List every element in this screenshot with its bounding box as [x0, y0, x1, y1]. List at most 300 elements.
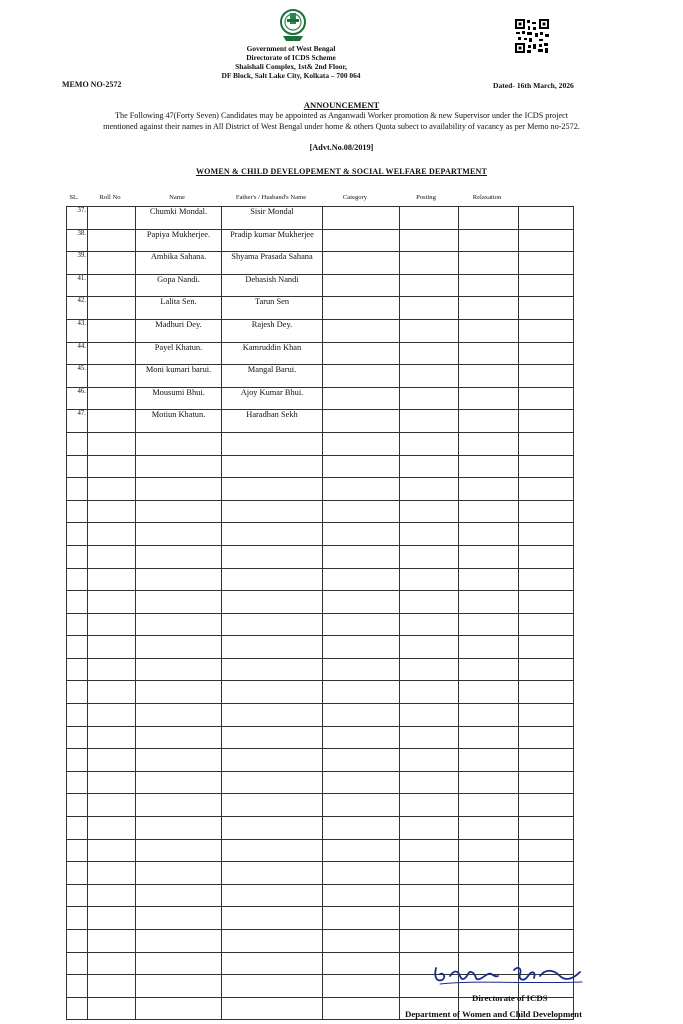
cell-category	[323, 568, 400, 591]
cell-posting	[400, 455, 459, 478]
cell-relaxation	[459, 704, 519, 727]
cell-father-name: Debasish Nandi	[222, 274, 323, 297]
cell-extra	[519, 207, 574, 230]
cell-category	[323, 207, 400, 230]
cell-sl	[67, 997, 88, 1020]
signatory-title: Directorate of ICDS	[472, 993, 548, 1003]
announcement-body	[8, 111, 675, 132]
cell-roll-no	[88, 545, 136, 568]
table-row	[67, 568, 574, 591]
cell-sl: 42.	[67, 297, 88, 320]
cell-posting	[400, 207, 459, 230]
announcement-line-1: The Following 47(Forty Seven) Candidates may be appointed as Anganwadi Worker promotion & new Supervisor under the ICDS project	[114, 111, 569, 120]
cell-sl: 45.	[67, 365, 88, 388]
cell-posting	[400, 500, 459, 523]
table-row	[67, 884, 574, 907]
table-row	[67, 794, 574, 817]
cell-name	[136, 568, 222, 591]
cell-father-name	[222, 771, 323, 794]
cell-sl	[67, 907, 88, 930]
cell-sl	[67, 636, 88, 659]
cell-father-name: Tarun Sen	[222, 297, 323, 320]
cell-category	[323, 591, 400, 614]
cell-father-name	[222, 862, 323, 885]
directorate-name: Directorate of ICDS Scheme	[246, 53, 336, 62]
cell-category	[323, 907, 400, 930]
cell-father-name: Pradip kumar Mukherjee	[222, 229, 323, 252]
cell-sl	[67, 568, 88, 591]
cell-roll-no	[88, 794, 136, 817]
cell-roll-no	[88, 568, 136, 591]
cell-posting	[400, 817, 459, 840]
cell-relaxation	[459, 591, 519, 614]
cell-category	[323, 952, 400, 975]
table-row	[67, 681, 574, 704]
cell-extra	[519, 794, 574, 817]
cell-category	[323, 704, 400, 727]
cell-extra	[519, 455, 574, 478]
cell-name	[136, 930, 222, 953]
column-header-posting: Posting	[416, 194, 436, 201]
cell-relaxation	[459, 545, 519, 568]
cell-extra	[519, 704, 574, 727]
cell-sl: 46.	[67, 387, 88, 410]
letterhead	[160, 44, 422, 80]
cell-name: Moni kumari barui.	[136, 365, 222, 388]
cell-roll-no	[88, 207, 136, 230]
cell-sl	[67, 817, 88, 840]
cell-extra	[519, 523, 574, 546]
table-row	[67, 410, 574, 433]
cell-name: Gopa Nandi.	[136, 274, 222, 297]
cell-father-name: Sisir Mondal	[222, 207, 323, 230]
cell-roll-no	[88, 704, 136, 727]
cell-father-name	[222, 817, 323, 840]
column-header-relaxation: Relaxation	[472, 194, 502, 201]
cell-roll-no	[88, 591, 136, 614]
cell-roll-no	[88, 252, 136, 275]
cell-category	[323, 342, 400, 365]
cell-relaxation	[459, 930, 519, 953]
government-emblem-icon	[278, 8, 308, 42]
cell-extra	[519, 365, 574, 388]
table-row	[67, 297, 574, 320]
department-title: WOMEN & CHILD DEVELOPEMENT & SOCIAL WELFARE DEPARTMENT	[195, 167, 488, 176]
cell-posting	[400, 726, 459, 749]
cell-roll-no	[88, 342, 136, 365]
cell-category	[323, 319, 400, 342]
cell-name	[136, 997, 222, 1020]
cell-category	[323, 794, 400, 817]
cell-category	[323, 658, 400, 681]
cell-father-name	[222, 997, 323, 1020]
announcement-line-2: mentioned against their names in All District of West Bengal under home & others Quota subect to availability of vacancy as per Memo no-2572.	[103, 121, 580, 131]
cell-relaxation	[459, 432, 519, 455]
cell-extra	[519, 817, 574, 840]
cell-roll-no	[88, 319, 136, 342]
table-row	[67, 726, 574, 749]
cell-relaxation	[459, 523, 519, 546]
government-name: Government of West Bengal	[246, 44, 336, 53]
cell-posting	[400, 636, 459, 659]
cell-posting	[400, 545, 459, 568]
cell-roll-no	[88, 771, 136, 794]
cell-sl: 37.	[67, 207, 88, 230]
table-row	[67, 613, 574, 636]
cell-extra	[519, 636, 574, 659]
cell-posting	[400, 613, 459, 636]
cell-sl	[67, 455, 88, 478]
cell-father-name	[222, 523, 323, 546]
cell-posting	[400, 884, 459, 907]
cell-sl	[67, 975, 88, 998]
cell-father-name	[222, 884, 323, 907]
cell-posting	[400, 523, 459, 546]
cell-name	[136, 591, 222, 614]
cell-name	[136, 636, 222, 659]
cell-posting	[400, 794, 459, 817]
cell-sl	[67, 726, 88, 749]
cell-name	[136, 704, 222, 727]
cell-category	[323, 500, 400, 523]
cell-father-name: Rajesh Dey.	[222, 319, 323, 342]
cell-name	[136, 839, 222, 862]
cell-extra	[519, 274, 574, 297]
cell-category	[323, 432, 400, 455]
signature	[432, 962, 592, 992]
cell-category	[323, 975, 400, 998]
cell-extra	[519, 478, 574, 501]
cell-father-name	[222, 930, 323, 953]
cell-category	[323, 771, 400, 794]
cell-relaxation	[459, 749, 519, 772]
cell-name	[136, 658, 222, 681]
cell-posting	[400, 568, 459, 591]
table-row	[67, 252, 574, 275]
cell-father-name	[222, 794, 323, 817]
cell-father-name: Shyama Prasada Sahana	[222, 252, 323, 275]
cell-extra	[519, 862, 574, 885]
cell-name	[136, 681, 222, 704]
cell-roll-no	[88, 613, 136, 636]
table-row	[67, 704, 574, 727]
cell-category	[323, 930, 400, 953]
cell-relaxation	[459, 410, 519, 433]
cell-roll-no	[88, 930, 136, 953]
cell-relaxation	[459, 455, 519, 478]
cell-father-name	[222, 478, 323, 501]
address-line-1: Shaishali Complex, 1st& 2nd Floor,	[235, 62, 347, 71]
cell-roll-no	[88, 297, 136, 320]
memo-number: MEMO NO-2572	[62, 80, 122, 89]
cell-name	[136, 523, 222, 546]
cell-roll-no	[88, 523, 136, 546]
cell-father-name	[222, 432, 323, 455]
cell-sl	[67, 794, 88, 817]
cell-extra	[519, 591, 574, 614]
cell-relaxation	[459, 771, 519, 794]
cell-father-name	[222, 455, 323, 478]
cell-category	[323, 681, 400, 704]
cell-name	[136, 884, 222, 907]
cell-extra	[519, 297, 574, 320]
cell-relaxation	[459, 681, 519, 704]
cell-extra	[519, 771, 574, 794]
table-row	[67, 636, 574, 659]
cell-roll-no	[88, 681, 136, 704]
cell-category	[323, 410, 400, 433]
table-row	[67, 432, 574, 455]
cell-roll-no	[88, 975, 136, 998]
cell-sl	[67, 771, 88, 794]
cell-category	[323, 478, 400, 501]
cell-posting	[400, 749, 459, 772]
table-row	[67, 839, 574, 862]
cell-extra	[519, 252, 574, 275]
advertisement-number: [Advt.No.08/2019]	[309, 143, 374, 152]
cell-extra	[519, 884, 574, 907]
cell-extra	[519, 500, 574, 523]
cell-sl	[67, 749, 88, 772]
cell-name	[136, 907, 222, 930]
cell-name	[136, 817, 222, 840]
cell-relaxation	[459, 274, 519, 297]
cell-name	[136, 794, 222, 817]
cell-category	[323, 523, 400, 546]
cell-posting	[400, 297, 459, 320]
cell-posting	[400, 658, 459, 681]
cell-category	[323, 274, 400, 297]
cell-posting	[400, 704, 459, 727]
cell-sl	[67, 862, 88, 885]
cell-posting	[400, 930, 459, 953]
cell-category	[323, 884, 400, 907]
cell-extra	[519, 658, 574, 681]
cell-relaxation	[459, 478, 519, 501]
table-row	[67, 591, 574, 614]
column-header-name: Name	[169, 194, 185, 201]
cell-sl	[67, 478, 88, 501]
cell-father-name	[222, 704, 323, 727]
cell-father-name: Kamruddin Khan	[222, 342, 323, 365]
cell-category	[323, 365, 400, 388]
cell-extra	[519, 387, 574, 410]
cell-roll-no	[88, 274, 136, 297]
cell-category	[323, 455, 400, 478]
cell-name	[136, 613, 222, 636]
cell-father-name	[222, 500, 323, 523]
cell-posting	[400, 591, 459, 614]
table-row	[67, 387, 574, 410]
cell-roll-no	[88, 636, 136, 659]
cell-extra	[519, 681, 574, 704]
cell-name: Madhuri Dey.	[136, 319, 222, 342]
cell-relaxation	[459, 862, 519, 885]
cell-name	[136, 500, 222, 523]
cell-posting	[400, 365, 459, 388]
cell-extra	[519, 319, 574, 342]
cell-name: Chumki Mondal.	[136, 207, 222, 230]
cell-posting	[400, 229, 459, 252]
cell-name	[136, 726, 222, 749]
cell-roll-no	[88, 726, 136, 749]
cell-relaxation	[459, 884, 519, 907]
cell-relaxation	[459, 636, 519, 659]
table-row	[67, 930, 574, 953]
cell-relaxation	[459, 794, 519, 817]
table-row	[67, 907, 574, 930]
cell-relaxation	[459, 839, 519, 862]
cell-sl: 44.	[67, 342, 88, 365]
table-row	[67, 455, 574, 478]
cell-category	[323, 997, 400, 1020]
cell-posting	[400, 839, 459, 862]
cell-roll-no	[88, 455, 136, 478]
cell-sl	[67, 681, 88, 704]
cell-sl	[67, 884, 88, 907]
cell-posting	[400, 342, 459, 365]
cell-father-name	[222, 975, 323, 998]
cell-father-name	[222, 952, 323, 975]
cell-extra	[519, 749, 574, 772]
cell-posting	[400, 478, 459, 501]
cell-sl	[67, 523, 88, 546]
cell-father-name	[222, 749, 323, 772]
cell-father-name	[222, 545, 323, 568]
cell-sl	[67, 704, 88, 727]
table-row	[67, 862, 574, 885]
cell-roll-no	[88, 229, 136, 252]
cell-relaxation	[459, 568, 519, 591]
cell-father-name	[222, 907, 323, 930]
cell-roll-no	[88, 952, 136, 975]
cell-roll-no	[88, 862, 136, 885]
table-row	[67, 365, 574, 388]
cell-sl	[67, 930, 88, 953]
table-row	[67, 500, 574, 523]
cell-sl: 43.	[67, 319, 88, 342]
cell-father-name: Haradhan Sekh	[222, 410, 323, 433]
cell-name	[136, 455, 222, 478]
cell-relaxation	[459, 297, 519, 320]
cell-relaxation	[459, 907, 519, 930]
table-row	[67, 771, 574, 794]
cell-sl	[67, 952, 88, 975]
cell-posting	[400, 432, 459, 455]
cell-posting	[400, 862, 459, 885]
cell-extra	[519, 432, 574, 455]
cell-name: Lalita Sen.	[136, 297, 222, 320]
cell-category	[323, 749, 400, 772]
cell-extra	[519, 410, 574, 433]
cell-category	[323, 252, 400, 275]
cell-roll-no	[88, 749, 136, 772]
memo-date: Dated- 16th March, 2026	[493, 81, 574, 90]
cell-category	[323, 229, 400, 252]
cell-name	[136, 862, 222, 885]
cell-name	[136, 771, 222, 794]
cell-name	[136, 952, 222, 975]
cell-extra	[519, 726, 574, 749]
cell-father-name	[222, 568, 323, 591]
table-row	[67, 229, 574, 252]
cell-sl	[67, 591, 88, 614]
table-row	[67, 523, 574, 546]
column-header-father-name: Father's / Husband's Name	[235, 194, 307, 201]
cell-relaxation	[459, 658, 519, 681]
cell-name: Mousumi Bhui.	[136, 387, 222, 410]
cell-father-name	[222, 726, 323, 749]
cell-category	[323, 817, 400, 840]
cell-roll-no	[88, 387, 136, 410]
cell-roll-no	[88, 997, 136, 1020]
address-line-2: DF Block, Salt Lake City, Kolkata – 700 064	[221, 71, 361, 80]
cell-category	[323, 387, 400, 410]
candidate-table	[66, 206, 574, 1020]
cell-name: Papiya Mukherjee.	[136, 229, 222, 252]
cell-sl: 39.	[67, 252, 88, 275]
cell-roll-no	[88, 365, 136, 388]
cell-name	[136, 749, 222, 772]
cell-roll-no	[88, 839, 136, 862]
cell-relaxation	[459, 613, 519, 636]
table-row	[67, 817, 574, 840]
cell-roll-no	[88, 658, 136, 681]
table-row	[67, 319, 574, 342]
cell-posting	[400, 771, 459, 794]
cell-roll-no	[88, 478, 136, 501]
cell-category	[323, 613, 400, 636]
table-row	[67, 545, 574, 568]
cell-roll-no	[88, 432, 136, 455]
column-header-roll-no: Roll No	[99, 194, 121, 201]
cell-sl	[67, 432, 88, 455]
cell-extra	[519, 568, 574, 591]
cell-roll-no	[88, 817, 136, 840]
cell-roll-no	[88, 500, 136, 523]
cell-extra	[519, 839, 574, 862]
cell-roll-no	[88, 907, 136, 930]
cell-father-name: Mangal Barui.	[222, 365, 323, 388]
cell-relaxation	[459, 387, 519, 410]
qr-code-icon	[514, 18, 550, 54]
cell-relaxation	[459, 365, 519, 388]
table-row	[67, 207, 574, 230]
cell-extra	[519, 930, 574, 953]
cell-father-name	[222, 839, 323, 862]
cell-category	[323, 636, 400, 659]
cell-sl	[67, 839, 88, 862]
cell-roll-no	[88, 884, 136, 907]
cell-posting	[400, 907, 459, 930]
cell-sl	[67, 658, 88, 681]
column-header-category: Category	[342, 194, 368, 201]
cell-category	[323, 839, 400, 862]
cell-posting	[400, 410, 459, 433]
table-row	[67, 274, 574, 297]
cell-category	[323, 545, 400, 568]
cell-extra	[519, 545, 574, 568]
table-row	[67, 658, 574, 681]
table-row	[67, 478, 574, 501]
cell-name	[136, 545, 222, 568]
cell-relaxation	[459, 229, 519, 252]
cell-sl: 38.	[67, 229, 88, 252]
cell-sl	[67, 613, 88, 636]
announcement-title: ANNOUNCEMENT	[303, 100, 380, 110]
cell-relaxation	[459, 252, 519, 275]
cell-father-name: Ajoy Kumar Bhui.	[222, 387, 323, 410]
